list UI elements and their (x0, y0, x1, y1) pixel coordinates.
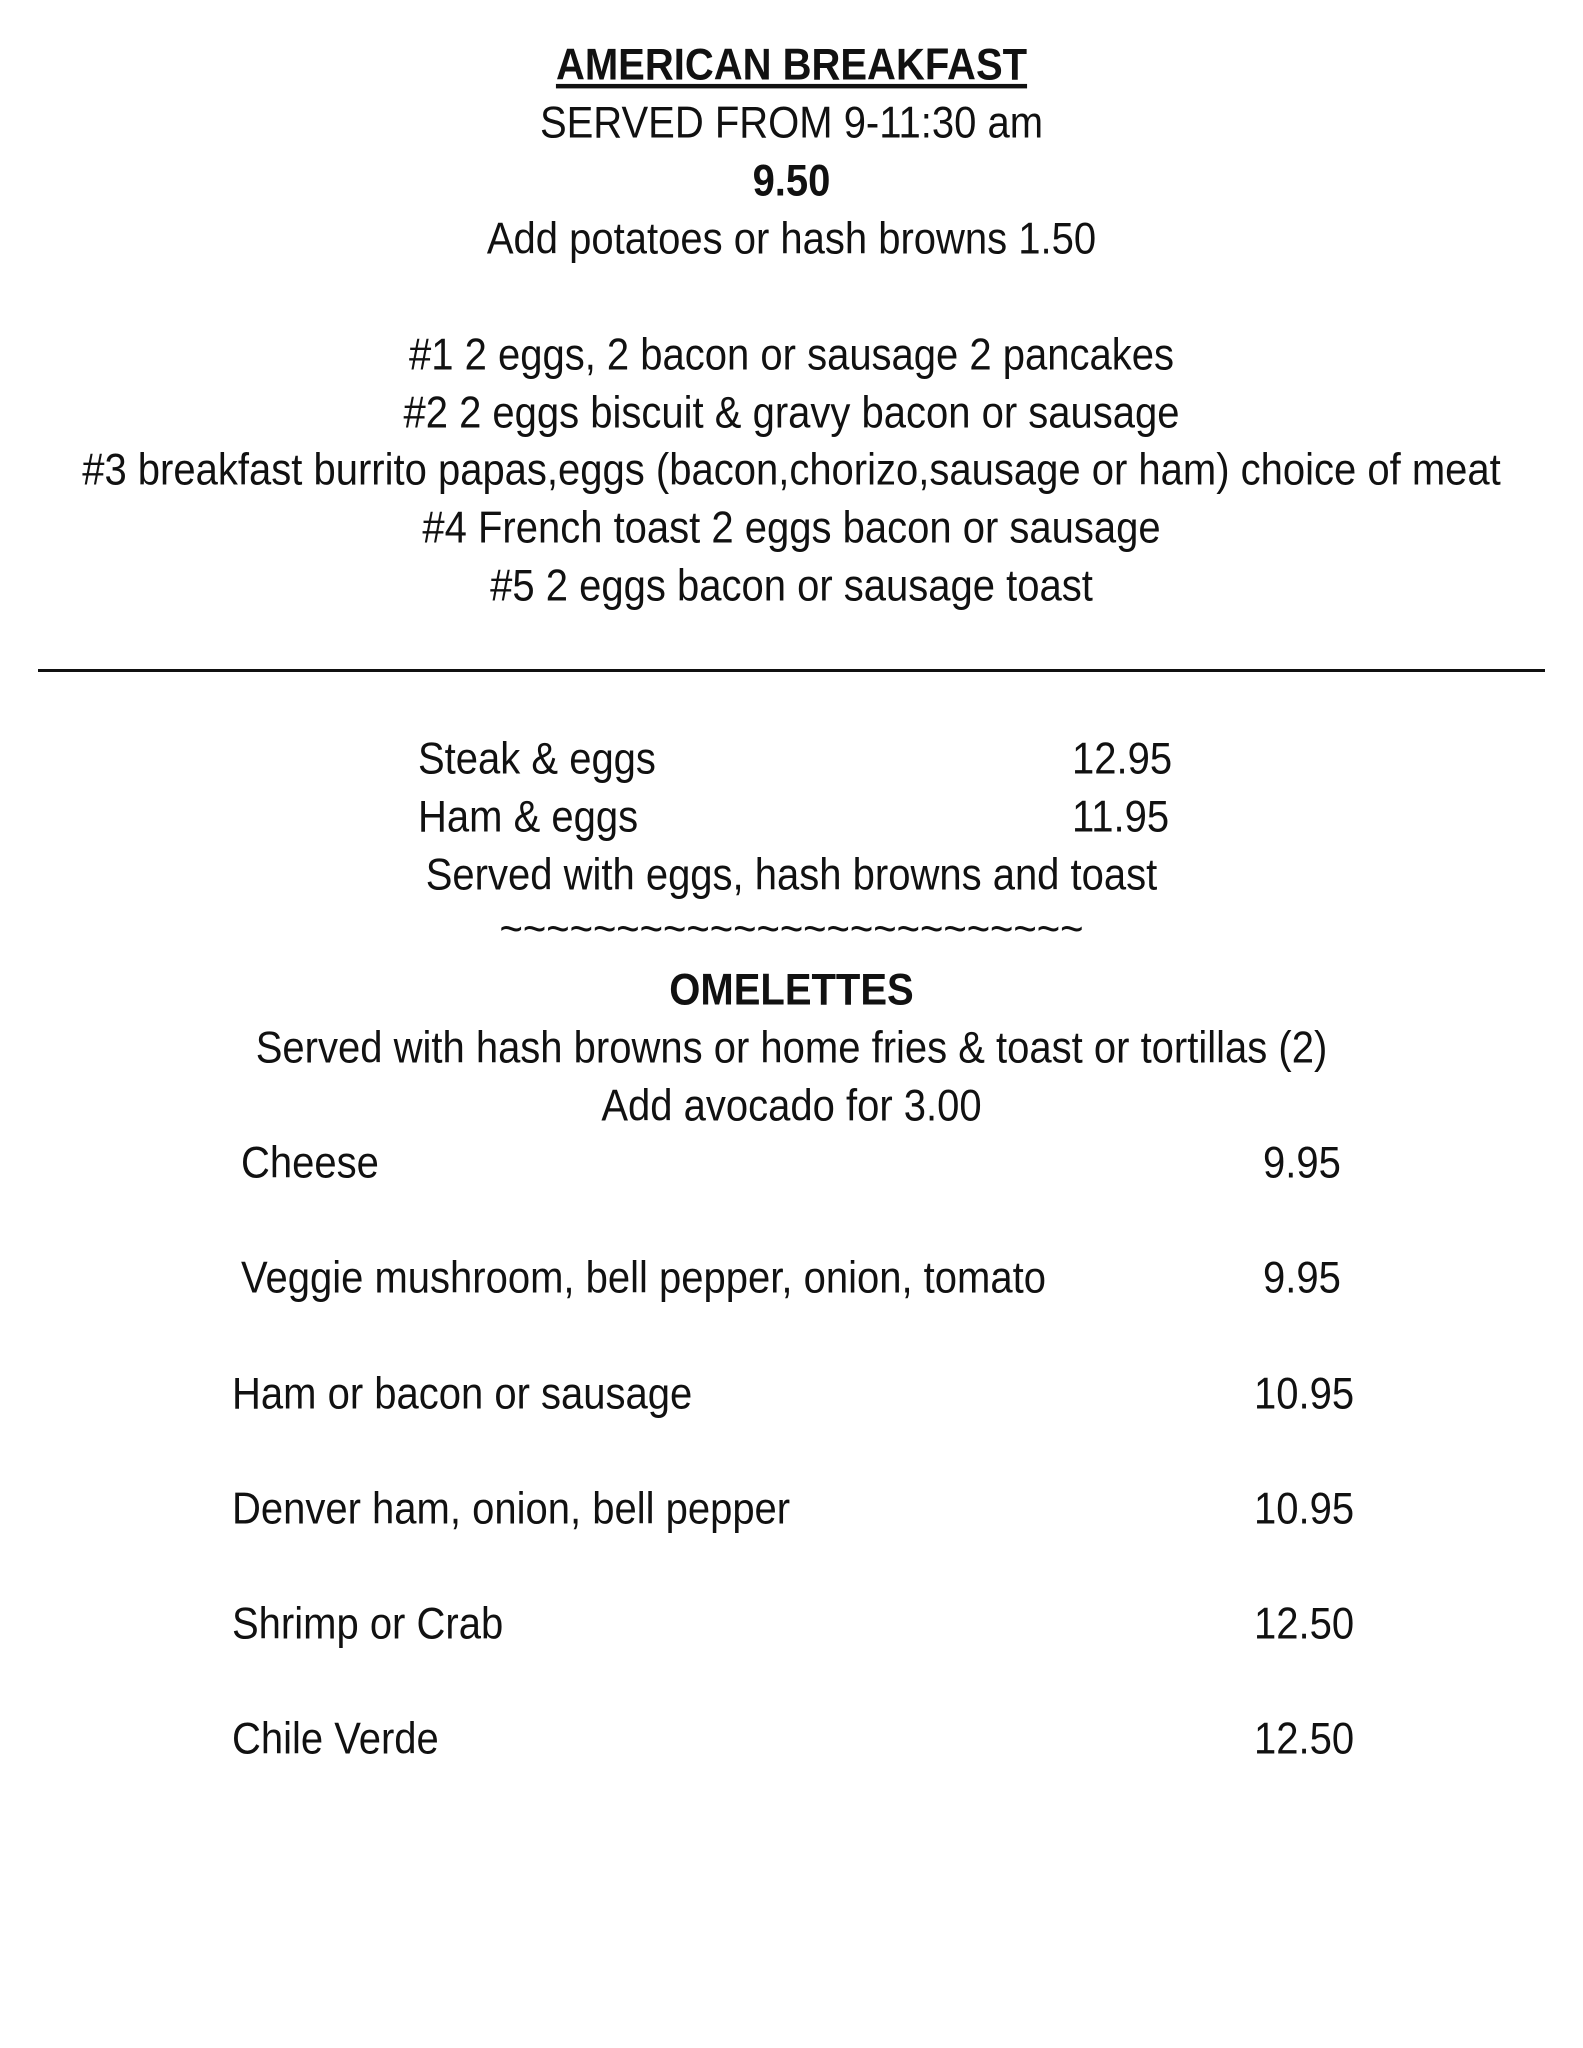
omelette-item-name: Chile Verde (232, 1714, 439, 1764)
omelette-item-price: 9.95 (1263, 1138, 1341, 1188)
omelettes-title: OMELETTES (669, 965, 914, 1015)
omelette-item-name: Cheese (241, 1138, 379, 1188)
omelette-item-price: 12.50 (1254, 1714, 1355, 1764)
omelette-item-name: Ham or bacon or sausage (232, 1369, 693, 1419)
special-item-price: 12.95 (1072, 734, 1173, 784)
omelette-item-name: Shrimp or Crab (232, 1599, 504, 1649)
omelette-item-name: Veggie mushroom, bell pepper, onion, tomato (241, 1253, 1046, 1303)
combo-item: #5 2 eggs bacon or sausage toast (490, 561, 1093, 611)
omelette-item-name: Denver ham, onion, bell pepper (232, 1484, 791, 1534)
omelette-item-price: 10.95 (1254, 1484, 1355, 1534)
combo-item: #4 French toast 2 eggs bacon or sausage (422, 503, 1161, 553)
omelettes-note: Served with hash browns or home fries & toast or tortillas (2) (255, 1023, 1328, 1073)
menu-title: AMERICAN BREAKFAST (555, 40, 1028, 90)
omelette-item-price: 9.95 (1263, 1253, 1341, 1303)
potatoes-addon: Add potatoes or hash browns 1.50 (486, 214, 1097, 264)
avocado-addon: Add avocado for 3.00 (601, 1081, 982, 1131)
omelette-item-price: 10.95 (1254, 1369, 1355, 1419)
specials-note: Served with eggs, hash browns and toast (425, 850, 1158, 900)
tilde-separator: ~~~~~~~~~~~~~~~~~~~~~~~~~ (499, 904, 1084, 954)
combo-item: #3 breakfast burrito papas,eggs (bacon,chorizo,sausage or ham) choice of meat (82, 445, 1501, 495)
section-divider (38, 669, 1545, 672)
special-item-name: Steak & eggs (418, 734, 656, 784)
special-item-price: 11.95 (1072, 792, 1170, 842)
combo-item: #1 2 eggs, 2 bacon or sausage 2 pancakes (409, 330, 1174, 380)
breakfast-price: 9.50 (752, 156, 831, 206)
omelette-item-price: 12.50 (1254, 1599, 1355, 1649)
combo-item: #2 2 eggs biscuit & gravy bacon or sausage (403, 388, 1180, 438)
special-item-name: Ham & eggs (418, 792, 639, 842)
served-hours: SERVED FROM 9-11:30 am (539, 98, 1044, 148)
